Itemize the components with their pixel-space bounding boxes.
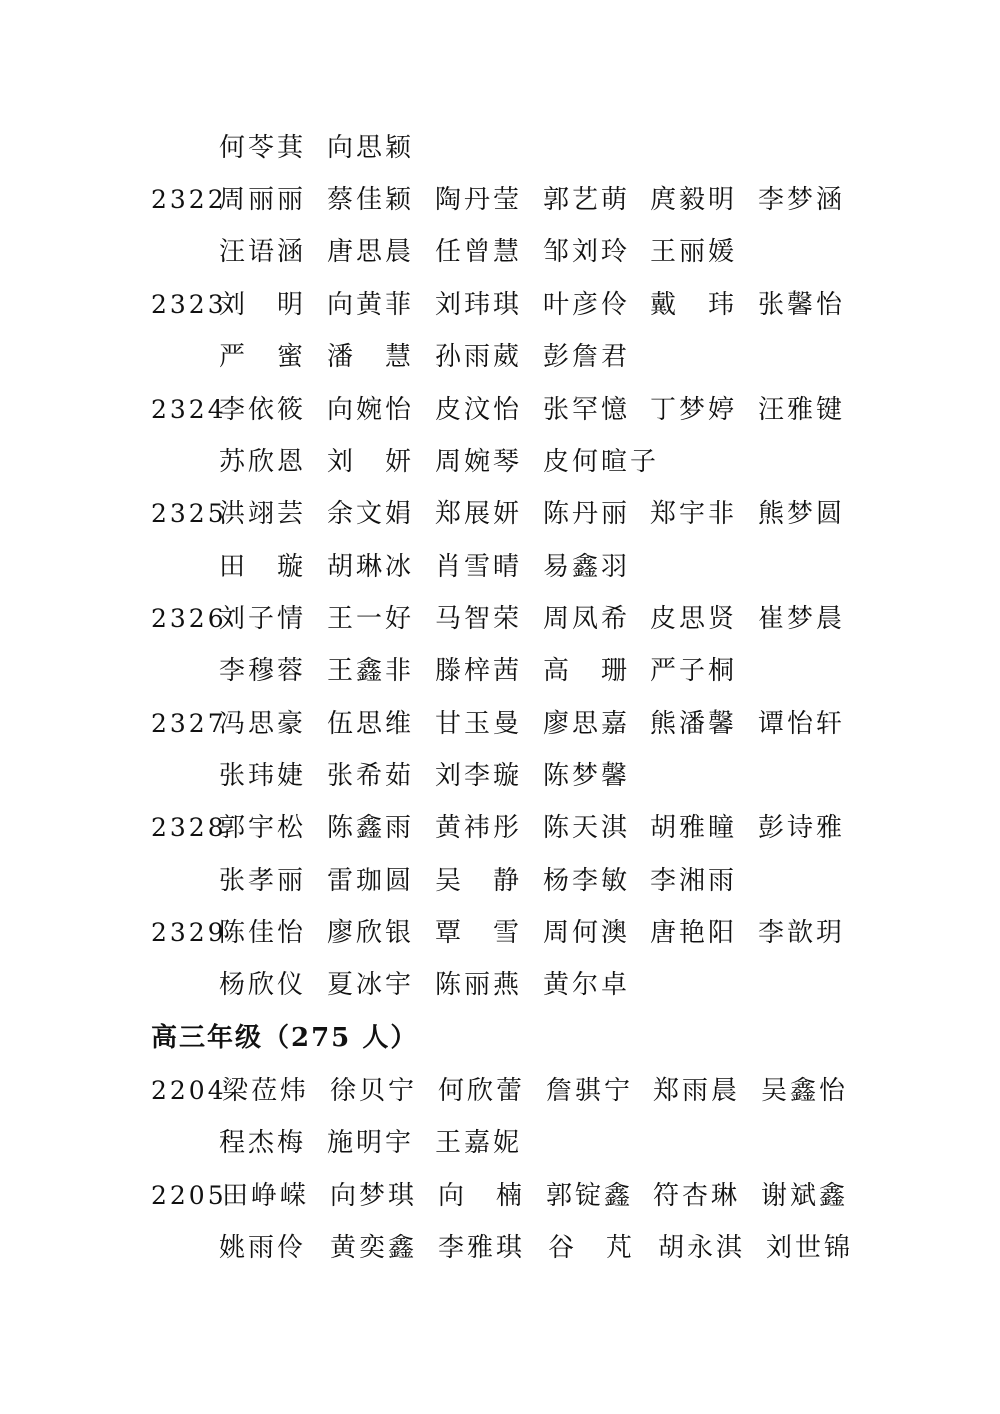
student-name: 余文娟	[327, 499, 415, 529]
student-name: 夏冰宇	[327, 970, 415, 1000]
roster-line	[0, 965, 1000, 1005]
roster-line	[0, 390, 1000, 430]
student-name: 何苓萁	[219, 133, 307, 163]
student-name: 洪翊芸	[219, 499, 307, 529]
student-name: 雷珈圆	[327, 866, 415, 896]
student-name: 高 珊	[543, 656, 631, 686]
student-name: 周丽丽	[219, 185, 307, 215]
student-name: 李穆蓉	[219, 656, 307, 686]
student-name: 陈梦馨	[543, 761, 631, 791]
student-name: 周婉琴	[435, 447, 523, 477]
student-name: 谷 芃	[548, 1233, 636, 1263]
roster-line	[0, 285, 1000, 325]
student-name: 梁莅炜	[222, 1076, 310, 1106]
roster-line	[0, 547, 1000, 587]
student-name: 熊潘馨	[650, 709, 738, 739]
student-name: 严 蜜	[219, 342, 307, 372]
student-name: 徐贝宁	[330, 1076, 418, 1106]
roster-line	[0, 1071, 1000, 1111]
roster-line	[0, 808, 1000, 848]
student-name: 吴 静	[435, 866, 523, 896]
class-number: 2323	[151, 290, 227, 319]
student-name: 唐艳阳	[650, 918, 738, 948]
class-number: 2326	[151, 604, 227, 633]
student-name: 廖思嘉	[543, 709, 631, 739]
roster-line	[0, 128, 1000, 168]
student-name: 廖欣银	[327, 918, 415, 948]
student-name: 刘子情	[219, 604, 307, 634]
student-name: 甘玉曼	[435, 709, 523, 739]
student-name: 张希茹	[327, 761, 415, 791]
student-name: 王丽媛	[650, 237, 738, 267]
student-name: 皮汶怡	[435, 395, 523, 425]
student-name: 刘 明	[219, 290, 307, 320]
student-name: 李雅琪	[438, 1233, 526, 1263]
student-name: 向黄菲	[327, 290, 415, 320]
student-name: 冯思豪	[219, 709, 307, 739]
class-number: 2322	[151, 185, 227, 214]
student-name: 郑雨晨	[653, 1076, 741, 1106]
student-name: 汪语涵	[219, 237, 307, 267]
roster-line	[0, 704, 1000, 744]
class-number: 2324	[151, 395, 227, 424]
student-name: 陶丹莹	[435, 185, 523, 215]
student-name: 郑展妍	[435, 499, 523, 529]
student-name: 刘玮琪	[435, 290, 523, 320]
student-name: 马智荣	[435, 604, 523, 634]
student-name: 皮何暄子	[543, 447, 660, 477]
student-name: 杨李敏	[543, 866, 631, 896]
student-name: 熊梦圆	[758, 499, 846, 529]
student-name: 彭詹君	[543, 342, 631, 372]
roster-line	[0, 1123, 1000, 1163]
student-name: 陈丹丽	[543, 499, 631, 529]
student-name: 向思颖	[327, 133, 415, 163]
student-name: 戴 玮	[650, 290, 738, 320]
student-name: 李梦涵	[758, 185, 846, 215]
student-name: 李依筱	[219, 395, 307, 425]
student-name: 陈鑫雨	[327, 813, 415, 843]
student-name: 陈丽燕	[435, 970, 523, 1000]
student-name: 易鑫羽	[543, 552, 631, 582]
student-name: 滕梓茜	[435, 656, 523, 686]
student-name: 郭锭鑫	[546, 1181, 634, 1211]
student-name: 田 璇	[219, 552, 307, 582]
student-name: 吴鑫怡	[761, 1076, 849, 1106]
roster-line	[0, 599, 1000, 639]
student-name: 田峥嵘	[222, 1181, 310, 1211]
student-name: 周凤希	[543, 604, 631, 634]
student-name: 陈天淇	[543, 813, 631, 843]
student-name: 王一好	[327, 604, 415, 634]
student-name: 程杰梅	[219, 1128, 307, 1158]
roster-line	[0, 494, 1000, 534]
student-name: 谢斌鑫	[761, 1181, 849, 1211]
student-name: 张玮婕	[219, 761, 307, 791]
roster-line	[0, 1228, 1000, 1268]
roster-line	[0, 756, 1000, 796]
student-name: 胡雅瞳	[650, 813, 738, 843]
student-name: 严子桐	[650, 656, 738, 686]
roster-line	[0, 1176, 1000, 1216]
student-name: 苏欣恩	[219, 447, 307, 477]
student-name: 符杏琳	[653, 1181, 741, 1211]
student-name: 李湘雨	[650, 866, 738, 896]
student-name: 叶彦伶	[543, 290, 631, 320]
roster-line	[0, 232, 1000, 272]
class-number: 2327	[151, 709, 227, 738]
student-name: 庹毅明	[650, 185, 738, 215]
student-name: 刘世锦	[766, 1233, 854, 1263]
student-name: 李歆玥	[758, 918, 846, 948]
student-name: 唐思晨	[327, 237, 415, 267]
roster-line	[0, 337, 1000, 377]
class-number: 2328	[151, 813, 227, 842]
student-name: 黄祎彤	[435, 813, 523, 843]
roster-line	[0, 651, 1000, 691]
class-number: 2325	[151, 499, 227, 528]
student-name: 杨欣仪	[219, 970, 307, 1000]
class-number: 2329	[151, 918, 227, 947]
student-name: 丁梦婷	[650, 395, 738, 425]
roster-line	[0, 442, 1000, 482]
student-name: 姚雨伶	[219, 1233, 307, 1263]
student-name: 胡永淇	[658, 1233, 746, 1263]
student-name: 郭宇松	[219, 813, 307, 843]
student-name: 王鑫非	[327, 656, 415, 686]
student-name: 任曾慧	[435, 237, 523, 267]
roster-line	[0, 913, 1000, 953]
student-name: 彭诗雅	[758, 813, 846, 843]
student-name: 孙雨葳	[435, 342, 523, 372]
grade-heading: 高三年级（275 人）	[151, 1023, 419, 1053]
roster-line	[0, 861, 1000, 901]
student-name: 刘李璇	[435, 761, 523, 791]
class-number: 2204	[151, 1076, 227, 1105]
student-name: 郭艺萌	[543, 185, 631, 215]
student-name: 向梦琪	[330, 1181, 418, 1211]
student-name: 胡琳冰	[327, 552, 415, 582]
student-name: 伍思维	[327, 709, 415, 739]
student-name: 黄奕鑫	[330, 1233, 418, 1263]
student-name: 郑宇非	[650, 499, 738, 529]
student-name: 肖雪晴	[435, 552, 523, 582]
student-name: 向 楠	[438, 1181, 526, 1211]
student-name: 陈佳怡	[219, 918, 307, 948]
student-name: 邹刘玲	[543, 237, 631, 267]
student-name: 张馨怡	[758, 290, 846, 320]
student-name: 向婉怡	[327, 395, 415, 425]
student-name: 刘 妍	[327, 447, 415, 477]
student-name: 张孝丽	[219, 866, 307, 896]
student-name: 谭怡轩	[758, 709, 846, 739]
student-name: 汪雅键	[758, 395, 846, 425]
student-name: 黄尔卓	[543, 970, 631, 1000]
student-name: 施明宇	[327, 1128, 415, 1158]
student-name: 王嘉妮	[435, 1128, 523, 1158]
student-name: 周何澳	[543, 918, 631, 948]
student-name: 蔡佳颖	[327, 185, 415, 215]
class-number: 2205	[151, 1181, 227, 1210]
student-name: 何欣蕾	[438, 1076, 526, 1106]
student-name: 詹骐宁	[546, 1076, 634, 1106]
roster-line	[0, 180, 1000, 220]
student-name: 覃 雪	[435, 918, 523, 948]
student-name: 张罕憶	[543, 395, 631, 425]
student-name: 皮思贤	[650, 604, 738, 634]
student-name: 崔梦晨	[758, 604, 846, 634]
student-name: 潘 慧	[327, 342, 415, 372]
